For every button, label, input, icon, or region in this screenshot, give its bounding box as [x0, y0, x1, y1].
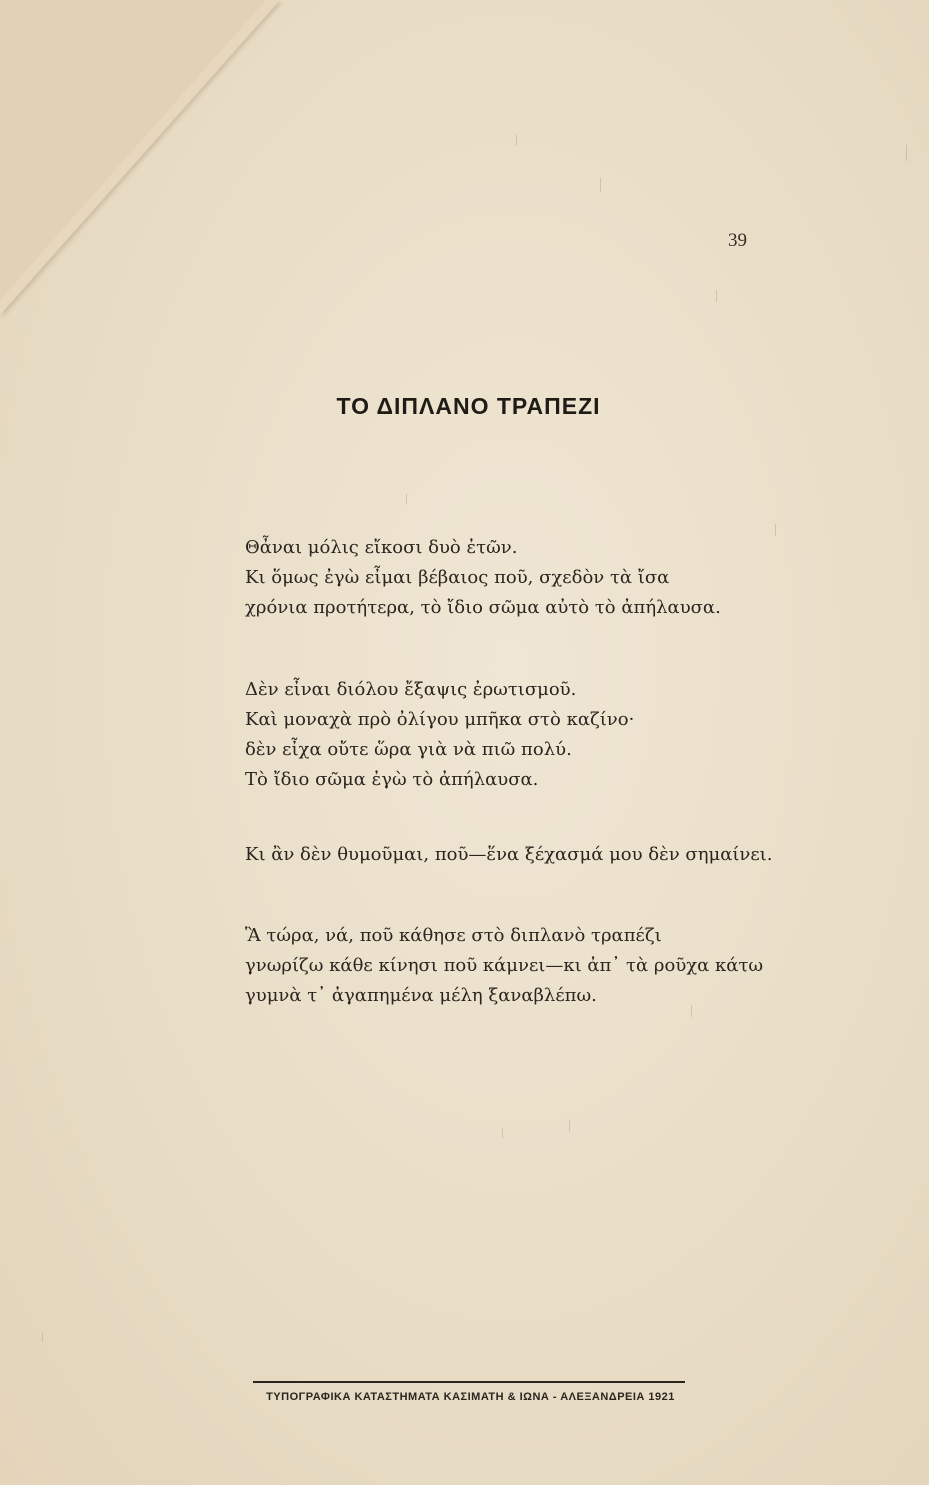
poem-line: Καὶ μοναχὰ πρὸ ὀλίγου μπῆκα στὸ καζίνο·	[245, 709, 635, 730]
poem-line: Δὲν εἶναι διόλου ἔξαψις ἐρωτισμοῦ.	[245, 679, 577, 700]
stanza-4	[245, 921, 763, 1011]
poem-line: χρόνια προτήτερα, τὸ ἴδιο σῶμα αὐτὸ τὸ ἀπήλαυσα.	[245, 597, 721, 618]
stanza-1	[245, 533, 721, 623]
paper-speck	[600, 178, 601, 192]
printer-imprint: ΤΥΠΟΓΡΑΦΙΚΑ ΚΑΤΑΣΤΗΜΑΤΑ ΚΑΣΙΜΑΤΗ & ΙΩΝΑ - ΑΛΕΞΑΝΔΡΕΙΑ 1921	[266, 1391, 675, 1403]
folded-corner-shade	[0, 0, 266, 300]
paper-speck	[42, 1332, 43, 1342]
stanza-2	[245, 675, 634, 795]
page-number: 39	[728, 230, 747, 251]
poem-line: Θἆναι μόλις εἴκοσι δυὸ ἐτῶν.	[245, 537, 518, 558]
stanza-3	[245, 840, 772, 870]
paper-speck	[775, 524, 776, 536]
poem-line: δὲν εἶχα οὔτε ὥρα γιὰ νὰ πιῶ πολύ.	[245, 739, 572, 760]
poem-line: Ἃ τώρα, νά, ποῦ κάθησε στὸ διπλανὸ τραπέζι	[245, 925, 662, 946]
paper-speck	[502, 1128, 503, 1138]
paper-speck	[516, 135, 517, 145]
paper-speck	[569, 1120, 570, 1132]
poem-line: γνωρίζω κάθε κίνησι ποῦ κάμνει—κι ἀπ᾿ τὰ ροῦχα κάτω	[245, 955, 764, 976]
poem-line: Κι ἂν δὲν θυμοῦμαι, ποῦ—ἕνα ξέχασμά μου δὲν σημαίνει.	[245, 844, 773, 865]
paper-speck	[406, 494, 407, 504]
poem-line: γυμνὰ τ᾿ ἀγαπημένα μέλη ξαναβλέπω.	[245, 985, 597, 1006]
paper-speck	[716, 290, 717, 302]
poem-line: Κι ὅμως ἐγὼ εἶμαι βέβαιος ποῦ, σχεδὸν τὰ ἴσα	[245, 567, 670, 588]
poem-line: Τὸ ἴδιο σῶμα ἐγὼ τὸ ἀπήλαυσα.	[245, 769, 539, 790]
paper-speck	[906, 145, 907, 161]
poem-title: ΤΟ ΔΙΠΛΑΝΟ ΤΡΑΠΕΖΙ	[336, 393, 601, 419]
footer-divider	[253, 1381, 685, 1383]
